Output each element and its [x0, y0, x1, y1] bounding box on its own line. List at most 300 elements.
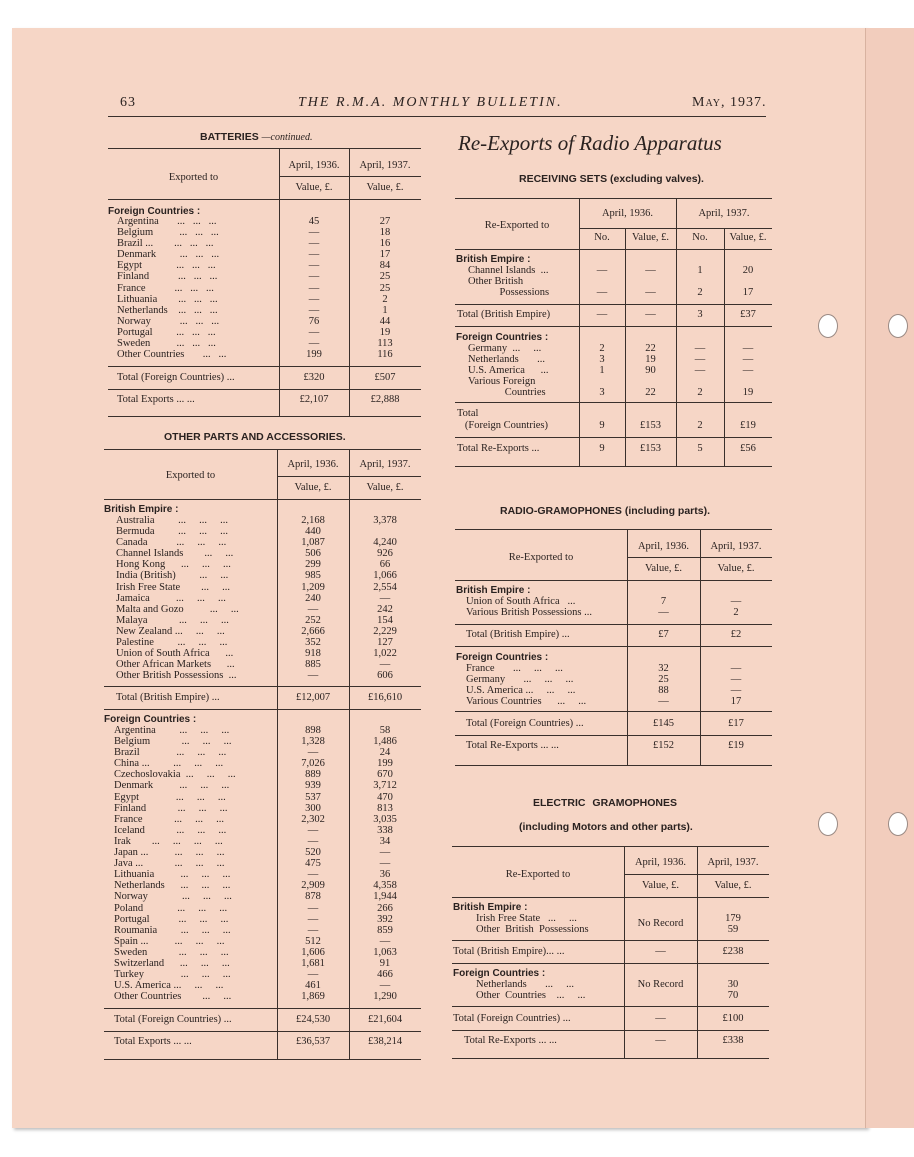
- col-header: Value, £.: [729, 232, 767, 243]
- cell-value: 1: [697, 265, 703, 276]
- cell-value: 199: [377, 758, 393, 770]
- row-label: France ... ... ...: [114, 813, 224, 825]
- table-row: [466, 607, 772, 618]
- cell-value: 813: [377, 802, 393, 814]
- row-label: Switzerland ... ... ...: [114, 957, 230, 969]
- table-row: [116, 593, 421, 604]
- cell-value: 34: [379, 835, 391, 847]
- cell-value: 352: [305, 637, 321, 649]
- table-row: [117, 283, 421, 294]
- cell-value: 2,554: [373, 581, 397, 593]
- row-label: Malta and Gozo ... ...: [116, 603, 239, 615]
- cell-value: 242: [377, 603, 393, 615]
- reexports-title: Re-Exports of Radio Apparatus: [458, 131, 722, 155]
- cell-value: —: [308, 249, 320, 261]
- cell-value: 127: [377, 637, 393, 649]
- row-label: Roumania ... ... ...: [114, 924, 231, 936]
- cell-value: —: [379, 935, 391, 947]
- cell-value: 1: [599, 365, 605, 377]
- col-header: April, 1936.: [288, 160, 340, 171]
- col-header: April, 1937.: [707, 857, 759, 868]
- punch-hole: [888, 314, 908, 338]
- col-header: Value, £.: [641, 880, 680, 891]
- cell-value: —: [694, 343, 706, 354]
- row-label: Channel Islands ... ...: [116, 548, 234, 560]
- row-label: Other Countries ... ...: [117, 349, 227, 361]
- radiogram-foreign-rows: [466, 663, 772, 707]
- table-row: [116, 548, 421, 559]
- cell-value: 84: [379, 260, 391, 272]
- table-row: [114, 891, 421, 902]
- cell-value: —: [645, 287, 656, 299]
- cell-value: 1,869: [301, 991, 325, 1003]
- row-label: Other British: [468, 276, 524, 288]
- col-header: April, 1937.: [710, 541, 762, 552]
- row-label: U.S. America ...: [468, 365, 549, 377]
- cell-value: 878: [305, 891, 321, 903]
- col-header: Re-Exported to: [505, 869, 571, 880]
- row-label: Germany ... ...: [468, 343, 542, 354]
- cell-value: 3: [599, 387, 605, 399]
- cell-value: 1,681: [301, 957, 325, 969]
- table-row: [114, 758, 421, 769]
- col-header: April, 1937.: [698, 208, 750, 219]
- row-label: Irish Free State ... ...: [476, 913, 577, 924]
- col-header: April, 1936.: [287, 459, 339, 470]
- row-label: Netherlands ... ... ...: [114, 880, 231, 892]
- cell-value: 252: [305, 614, 321, 626]
- table-row: [114, 903, 421, 914]
- row-label: Other African Markets ...: [116, 659, 235, 671]
- row-label: Sweden ... ... ...: [117, 338, 216, 350]
- row-label: Brazil ... ... ... ...: [117, 238, 214, 250]
- cell-value: 670: [377, 769, 393, 781]
- cell-value: 27: [379, 216, 391, 227]
- cell-value: 2: [697, 387, 703, 399]
- cell-value: —: [379, 847, 391, 859]
- next-page-edge: [865, 28, 914, 1128]
- batteries-title: BATTERIES —continued.: [200, 131, 313, 143]
- total-row: Total Re-Exports ... ... £152 £19: [466, 740, 744, 751]
- row-label: Norway ... ... ...: [114, 891, 232, 903]
- cell-value: 19: [645, 354, 656, 366]
- cell-value: 2,666: [301, 625, 325, 637]
- table-row: [468, 276, 772, 287]
- table-row: [117, 316, 421, 327]
- cell-value: 90: [645, 365, 656, 377]
- cell-value: —: [307, 969, 319, 981]
- cell-value: —: [379, 980, 391, 992]
- page-number: 63: [120, 95, 136, 110]
- cell-value: 66: [379, 559, 391, 571]
- row-label: Denmark ... ... ...: [117, 249, 220, 261]
- table-row: [116, 537, 421, 548]
- table-row: [114, 980, 421, 991]
- cell-value: 520: [305, 847, 321, 859]
- table-row: [116, 515, 421, 526]
- other-parts-title: OTHER PARTS AND ACCESSORIES.: [164, 431, 346, 443]
- cell-value: 300: [305, 802, 321, 814]
- table-row: [117, 305, 421, 316]
- electric-gramophones-title: ELECTRIC GRAMOPHONES: [533, 797, 678, 809]
- electric-empire-rows: [476, 913, 769, 935]
- table-row: [114, 747, 421, 758]
- cell-value: 3,378: [373, 515, 397, 526]
- table-row: [114, 925, 421, 936]
- cell-value: 3,712: [373, 780, 397, 792]
- cell-value: 1,944: [373, 891, 397, 903]
- col-header: Value, £.: [295, 182, 333, 193]
- cell-value: 45: [308, 216, 320, 227]
- row-label: China ... ... ... ...: [114, 758, 224, 770]
- cell-value: 179: [725, 913, 741, 924]
- row-label: Lithuania ... ... ...: [117, 293, 218, 305]
- table-row: [114, 725, 421, 736]
- cell-value: —: [379, 592, 391, 604]
- row-label: Lithuania ... ... ...: [114, 869, 231, 881]
- cell-value: 4,240: [373, 537, 397, 549]
- row-label: Finland ... ... ...: [114, 802, 228, 814]
- cell-value: 4,358: [373, 880, 397, 892]
- cell-value: —: [596, 287, 608, 299]
- group-label: British Empire :: [456, 254, 531, 265]
- table-row: [117, 338, 421, 349]
- total-row: Total (Foreign Countries) ... £320 £507: [117, 372, 396, 383]
- cell-value: 1,063: [373, 946, 397, 958]
- cell-value: 70: [727, 990, 739, 1002]
- col-header: Value, £.: [717, 563, 755, 574]
- cell-value: —: [742, 354, 754, 366]
- table-row: [468, 287, 772, 298]
- table-row: [114, 769, 421, 780]
- total-label: Total: [457, 408, 479, 419]
- cell-value: 18: [379, 227, 391, 239]
- row-label: Countries: [468, 387, 546, 399]
- cell-value: —: [742, 343, 754, 354]
- table-row: [114, 947, 421, 958]
- row-label: Java ... ... ... ...: [114, 858, 225, 870]
- total-row: Total (British Empire) ... £7 £2: [466, 629, 742, 640]
- row-label: Possessions: [468, 287, 550, 299]
- table-row: [114, 814, 421, 825]
- row-label: Irish Free State ... ...: [116, 581, 231, 593]
- table-row: [116, 626, 421, 637]
- total-row: Total Exports ... ... £2,107 £2,888: [117, 394, 400, 405]
- table-row: [116, 559, 421, 570]
- cell-value: 7: [660, 596, 667, 607]
- col-header: April, 1936.: [637, 541, 690, 552]
- batteries-rows: [117, 216, 421, 360]
- cell-value: 19: [379, 326, 391, 338]
- cell-value: 475: [305, 858, 321, 870]
- row-label: Finland ... ... ...: [117, 271, 218, 283]
- row-label: Various Countries ... ...: [466, 696, 587, 708]
- group-label: Foreign Countries :: [104, 714, 197, 725]
- table-row: [117, 249, 421, 260]
- table-row: [476, 924, 769, 935]
- table-row: [117, 216, 421, 227]
- header-rule: [108, 116, 766, 117]
- col-header: Exported to: [168, 172, 219, 183]
- cell-value: 606: [377, 670, 393, 682]
- cell-value: 32: [658, 663, 669, 674]
- cell-value: —: [308, 326, 320, 338]
- cell-value: —: [730, 596, 742, 607]
- table-row: [114, 969, 421, 980]
- row-label: U.S. America ... ... ...: [114, 980, 224, 992]
- table-row: [466, 663, 772, 674]
- row-label: Egypt ... ... ...: [114, 791, 226, 803]
- table-row: [117, 260, 421, 271]
- cell-value: 1,022: [373, 648, 397, 660]
- cell-value: —: [379, 659, 391, 671]
- cell-value: —: [307, 924, 319, 936]
- cell-value: 918: [305, 648, 321, 660]
- table-row: [117, 227, 421, 238]
- total-row: Total (British Empire)... ... — £238: [453, 946, 744, 957]
- cell-value: —: [694, 354, 706, 366]
- cell-value: 25: [658, 674, 669, 686]
- table-row: [117, 294, 421, 305]
- col-header: Value, £.: [714, 880, 752, 891]
- cell-value: 44: [379, 315, 391, 327]
- table-row: [117, 271, 421, 282]
- col-header: No.: [594, 232, 610, 243]
- cell-value: 506: [305, 548, 321, 560]
- table-row: [468, 387, 772, 398]
- cell-value: 461: [305, 980, 321, 992]
- total-row: Total Re-Exports ... ... — £338: [464, 1035, 744, 1046]
- table-row: [476, 990, 769, 1001]
- cell-value: 22: [645, 343, 656, 354]
- row-label: Czechoslovakia ... ... ...: [114, 769, 236, 781]
- group-label: British Empire :: [456, 585, 531, 596]
- cell-value: 30: [727, 979, 739, 990]
- row-label: Australia ... ... ...: [116, 515, 228, 526]
- row-label: Portugal ... ... ...: [117, 326, 216, 338]
- table-row: [114, 914, 421, 925]
- cell-value: 926: [377, 548, 393, 560]
- table-row: [116, 526, 421, 537]
- cell-value: 3,035: [373, 813, 397, 825]
- cell-value: 898: [305, 725, 321, 736]
- cell-value: 3: [599, 354, 605, 366]
- row-label: France ... ... ...: [466, 663, 563, 674]
- punch-hole: [818, 812, 838, 836]
- cell-value: 113: [377, 338, 393, 350]
- row-label: Netherlands ... ... ...: [117, 304, 218, 316]
- row-label: Spain ... ... ... ...: [114, 935, 225, 947]
- table-row: [466, 685, 772, 696]
- electric-foreign-rows: [476, 979, 769, 1001]
- group-label: British Empire :: [453, 902, 528, 913]
- table-row: [114, 858, 421, 869]
- row-label: India (British) ... ...: [116, 570, 229, 582]
- total-row: Total Exports ... ... £36,537 £38,214: [114, 1036, 403, 1047]
- cell-value: —: [308, 293, 320, 305]
- bulletin-title: THE R.M.A. MONTHLY BULLETIN.: [298, 95, 563, 110]
- cell-value: 22: [645, 387, 656, 399]
- cell-value: 2: [382, 293, 388, 305]
- cell-value: 1,486: [373, 736, 397, 748]
- cell-value: —: [307, 603, 319, 615]
- row-label: Denmark ... ... ...: [114, 780, 230, 792]
- group-label: Foreign Countries :: [453, 968, 546, 979]
- row-label: Canada ... ... ...: [116, 537, 227, 549]
- row-label: Other British Possessions: [476, 924, 589, 936]
- table-row: [114, 958, 421, 969]
- row-label: Netherlands ... ...: [476, 979, 574, 990]
- cell-value: —: [308, 282, 320, 294]
- cell-value: 466: [377, 969, 393, 981]
- cell-value: 1,066: [373, 570, 397, 582]
- row-label: Germany ... ... ...: [466, 674, 574, 686]
- table-row: [116, 659, 421, 670]
- table-row: [114, 991, 421, 1002]
- row-label: Palestine ... ... ...: [116, 637, 228, 649]
- cell-value: 25: [379, 282, 391, 294]
- cell-value: —: [308, 227, 320, 239]
- table-row: [468, 354, 772, 365]
- row-label: Jamaica ... ... ...: [116, 592, 226, 604]
- row-label: Union of South Africa ...: [116, 648, 234, 660]
- row-label: Other Countries ... ...: [114, 991, 232, 1003]
- cell-value: 58: [379, 725, 391, 736]
- cell-value: 266: [377, 902, 393, 914]
- cell-value: 338: [377, 824, 393, 836]
- row-label: Malaya ... ... ...: [116, 614, 229, 626]
- total-row: Total (British Empire) — — 3 £37: [457, 309, 756, 320]
- table-row: [468, 265, 772, 276]
- other-parts-foreign-rows: [114, 725, 421, 1002]
- cell-value: 1: [382, 304, 388, 316]
- cell-value: 17: [379, 249, 391, 261]
- col-header: Value, £.: [366, 482, 404, 493]
- cell-value: —: [730, 685, 742, 697]
- cell-value: —: [308, 271, 320, 283]
- cell-value: —: [308, 260, 320, 272]
- row-label: Various British Possessions ...: [466, 607, 593, 619]
- cell-value: —: [308, 238, 320, 250]
- table-row: [114, 825, 421, 836]
- cell-value: 985: [305, 570, 321, 582]
- cell-value: 240: [305, 592, 321, 604]
- col-header: April, 1936.: [601, 208, 654, 219]
- cell-value: —: [307, 670, 319, 682]
- row-label: Other British Possessions ...: [116, 670, 237, 682]
- row-label: Sweden ... ... ...: [114, 946, 229, 958]
- table-row: [114, 736, 421, 747]
- table-row: [116, 670, 421, 681]
- cell-value: —: [308, 338, 320, 350]
- row-label: Japan ... ... ... ...: [114, 847, 225, 859]
- row-label: Other Countries ... ...: [476, 990, 586, 1002]
- cell-value: 2,302: [301, 813, 325, 825]
- table-row: [114, 869, 421, 880]
- cell-value: 392: [377, 913, 393, 925]
- table-row: [116, 637, 421, 648]
- table-row: [114, 847, 421, 858]
- cell-value: —: [307, 902, 319, 914]
- table-row: [116, 582, 421, 593]
- punch-hole: [818, 314, 838, 338]
- table-row: [114, 780, 421, 791]
- table-row: [114, 836, 421, 847]
- cell-value: 537: [305, 791, 321, 803]
- cell-value: 19: [742, 387, 754, 399]
- cell-value: —: [307, 913, 319, 925]
- row-label: France ... ... ...: [117, 282, 214, 294]
- radiogram-title: RADIO-GRAMOPHONES (including parts).: [500, 505, 710, 517]
- table-row: [468, 365, 772, 376]
- cell-value: 2: [733, 607, 739, 619]
- table-row: [116, 648, 421, 659]
- cell-value: 2: [599, 343, 605, 354]
- table-row: [466, 696, 772, 707]
- total-row: Total (Foreign Countries) ... £24,530 £21,604: [114, 1014, 403, 1025]
- col-header: Re-Exported to: [508, 552, 574, 563]
- cell-value: 939: [305, 780, 321, 792]
- group-label: Foreign Countries :: [108, 206, 201, 217]
- col-header: Value, £.: [294, 482, 332, 493]
- row-label: Netherlands ...: [468, 354, 545, 366]
- table-row: [476, 913, 769, 924]
- cell-value: 299: [305, 559, 321, 571]
- table-row: [468, 343, 772, 354]
- total-row: (Foreign Countries) 9 £153 2 £19: [457, 420, 756, 431]
- cell-value: —: [658, 607, 669, 619]
- receiving-foreign-rows: [468, 343, 772, 398]
- col-header: Value, £.: [644, 563, 683, 574]
- radiogram-empire-rows: [466, 596, 772, 618]
- cell-value: —: [658, 696, 669, 708]
- cell-value: 2,168: [301, 515, 325, 526]
- cell-value: 512: [305, 935, 321, 947]
- row-label: Union of South Africa ...: [466, 596, 576, 607]
- table-row: [116, 604, 421, 615]
- cell-value: 1,290: [373, 991, 397, 1003]
- cell-value: —: [307, 869, 319, 881]
- row-label: Bermuda ... ... ...: [116, 526, 228, 538]
- col-header: April, 1936.: [634, 857, 687, 868]
- cell-value: 2: [697, 287, 703, 299]
- cell-value: —: [307, 835, 319, 847]
- table-row: [476, 979, 769, 990]
- total-row: Total (Foreign Countries) ... £145 £17: [466, 718, 744, 729]
- col-header: Value, £.: [366, 182, 404, 193]
- table-row: [117, 238, 421, 249]
- cell-value: —: [596, 265, 608, 276]
- cell-value: —: [730, 663, 742, 674]
- cell-value: 25: [379, 271, 391, 283]
- cell-value: —: [694, 365, 706, 377]
- cell-value: 59: [727, 924, 739, 936]
- table-row: [114, 792, 421, 803]
- table-row: [116, 615, 421, 626]
- cell-value: —: [307, 747, 319, 759]
- cell-value: 20: [742, 265, 754, 276]
- row-label: Portugal ... ... ...: [114, 913, 229, 925]
- col-header: Value, £.: [631, 232, 670, 243]
- row-label: Irak ... ... ... ...: [114, 835, 223, 847]
- other-parts-empire-rows: [116, 515, 421, 681]
- cell-value: —: [308, 304, 320, 316]
- cell-value: —: [307, 824, 319, 836]
- cell-value: 1,606: [301, 946, 325, 958]
- col-header: Exported to: [165, 470, 216, 481]
- row-label: Turkey ... ... ...: [114, 969, 231, 981]
- col-header: No.: [692, 232, 708, 243]
